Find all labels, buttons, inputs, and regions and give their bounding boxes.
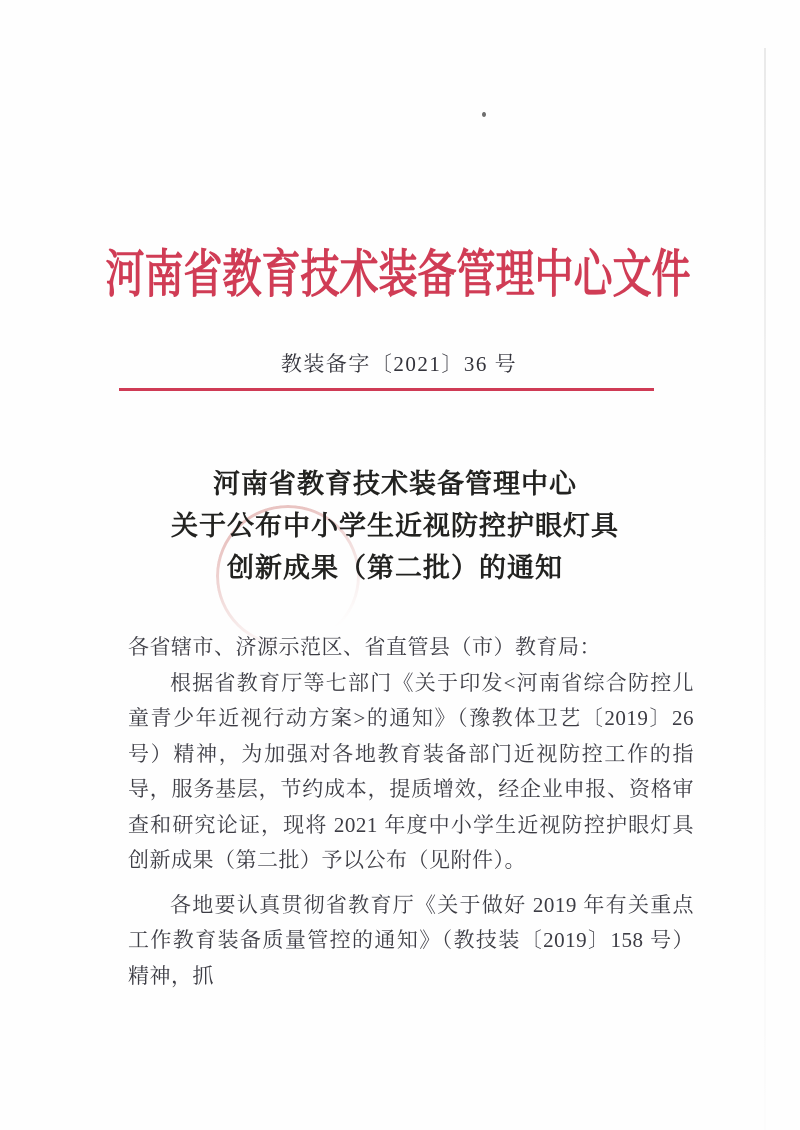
scan-speck [482, 112, 486, 117]
salutation-line: 各省辖市、济源示范区、省直管县（市）教育局： [128, 635, 601, 659]
notice-title [0, 464, 795, 590]
notice-title-line-2: 关于公布中小学生近视防控护眼灯具 [171, 511, 619, 542]
red-separator-rule [119, 388, 654, 391]
notice-body [128, 630, 694, 994]
letterhead-title: 河南省教育技术装备管理中心文件 [105, 247, 691, 304]
notice-title-line-1: 河南省教育技术装备管理中心 [213, 469, 577, 500]
body-paragraph-2: 各地要认真贯彻省教育厅《关于做好 2019 年有关重点工作教育装备质量管控的通知》（教技装〔2019〕158 号）精神，抓 [128, 892, 694, 988]
notice-title-line-3: 创新成果（第二批）的通知 [227, 553, 563, 584]
body-paragraph-1: 根据省教育厅等七部门《关于印发<河南省综合防控儿童青少年近视行动方案>的通知》（豫教体卫艺〔2019〕26 号）精神，为加强对各地教育装备部门近视防控工作的指导，服务基层，节约成本，提质增效，经企业申报、资格审查和研究论证，现将 2021 年度中小学生近视防控护眼灯具创新成果（第二批）予以公布（见附件）。 [128, 670, 694, 872]
document-number: 教装备字〔2021〕36 号 [280, 352, 518, 376]
